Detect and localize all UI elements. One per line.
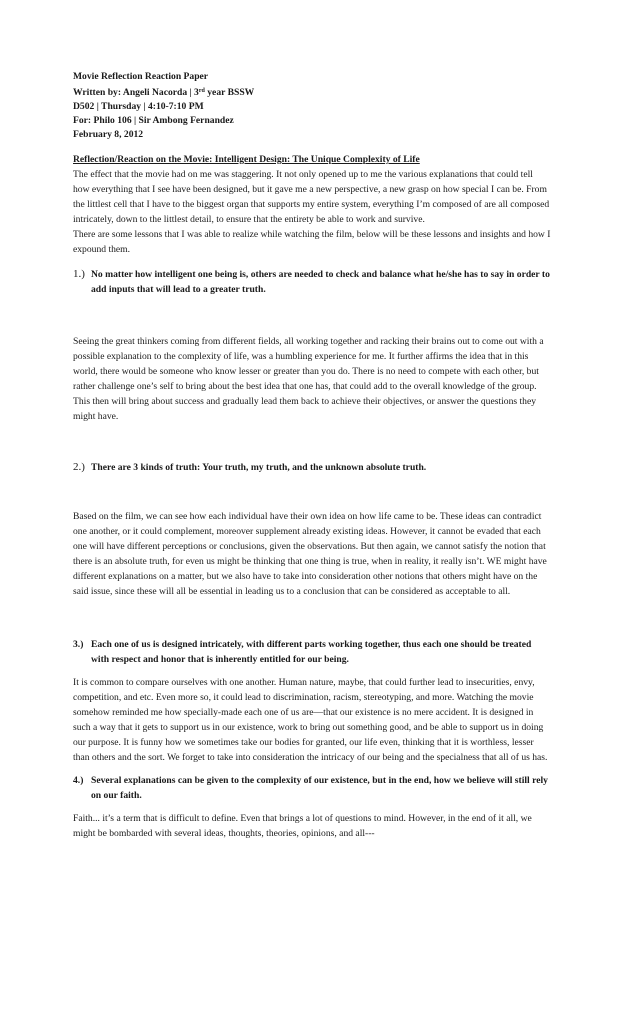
paper-type: Movie Reflection Reaction Paper	[73, 71, 209, 82]
document-page	[73, 70, 551, 841]
lesson-heading: Several explanations can be given to the complexity of our existence, but in the end, how we believe will still rely on our faith.	[91, 775, 548, 801]
lesson-number: 3.)	[73, 639, 84, 650]
lesson-heading: No matter how intelligent one being is, others are needed to check and balance what he/she has to say in order to add inputs that will lead to a greater truth.	[91, 269, 550, 295]
lesson-2	[73, 460, 551, 475]
ordinal-suffix: rd	[198, 88, 205, 94]
lesson-3	[73, 637, 551, 667]
date-line: February 8, 2012	[73, 129, 144, 140]
lesson-1	[73, 267, 551, 297]
course-line: For: Philo 106 | Sir Ambong Fernandez	[73, 115, 234, 126]
lesson-heading: Each one of us is designed intricately, with different parts working together, thus each one should be treated with respect and honor that is inherently entitled for our being.	[91, 639, 532, 665]
paper-title: Reflection/Reaction on the Movie: Intelligent Design: The Unique Complexity of Life	[73, 154, 420, 165]
author-text: Written by: Angeli Nacorda | 3	[73, 87, 199, 98]
lesson-heading: There are 3 kinds of truth: Your truth, my truth, and the unknown absolute truth.	[91, 462, 427, 473]
lesson-body: Based on the film, we can see how each individual have their own idea on how life came to be. These ideas can contradict one another, or it could complement, moreover supplement already existing ideas. However, it cannot be evaded that each one will have different perceptions or conclusions, given the observations. But then again, we cannot satisfy the notion that there is an absolute truth, for even us might be thinking that one thing is true, when in reality, it really isn’t. WE might have different explanations on a matter, but we also have to take into consideration other notions that others might have on the said issue, since these will all be essential in leading us to a conclusion that can be considered as acceptable to all.	[73, 511, 547, 597]
lesson-number: 4.)	[73, 775, 84, 786]
intro-paragraph: There are some lessons that I was able to realize while watching the film, below will be these lessons and insights and how I expound them.	[73, 229, 551, 255]
author-line	[73, 84, 551, 100]
year-text: year BSSW	[204, 87, 255, 98]
intro-paragraph: The effect that the movie had on me was staggering. It not only opened up to me the various explanations that could tell how everything that I see have been designed, but it gave me a new perspective, a new grasp on how special I can be. From the littlest cell that I have to the biggest organ that supports my entire system, everything I’m composed of are all composed intricately, down to the littlest detail, to ensure that the entirety be able to work and survive.	[73, 169, 550, 225]
lesson-number: 2.)	[73, 461, 85, 473]
schedule-line: D502 | Thursday | 4:10-7:10 PM	[73, 101, 204, 112]
lesson-number: 1.)	[73, 268, 85, 280]
lesson-body: Seeing the great thinkers coming from different fields, all working together and racking their brains out to come out with a possible explanation to the complexity of life, was a humbling experience for me. It further affirms the idea that in this world, there would be someone who know lesser or greater than you do. There is no need to compete with each other, but rather challenge one’s self to bring about the best idea that one has, that could add to the overall knowledge of the group. This then will bring about success and gradually lead them back to achieve their objectives, or answer the questions they might have.	[73, 336, 544, 422]
lesson-body: It is common to compare ourselves with one another. Human nature, maybe, that could further lead to insecurities, envy, competition, and etc. Even more so, it could lead to discrimination, racism, stereotyping, and more. Watching the movie somehow reminded me how specially-made each one of us are—that our existence is no mere accident. It is designed in such a way that it gets to support us in our existence, work to bring out something good, and be able to support us in doing our purpose. It is funny how we sometimes take our bodies for granted, our life even, thinking that it is worthless, lesser than others and the sort. We forget to take into consideration the intricacy of our being and the specialness that all of us has.	[73, 677, 548, 763]
lesson-4	[73, 773, 551, 803]
lesson-body: Faith... it’s a term that is difficult to define. Even that brings a lot of questions to mind. However, in the end of it all, we might be bombarded with several ideas, thoughts, theories, opinions, and all---	[73, 813, 532, 839]
